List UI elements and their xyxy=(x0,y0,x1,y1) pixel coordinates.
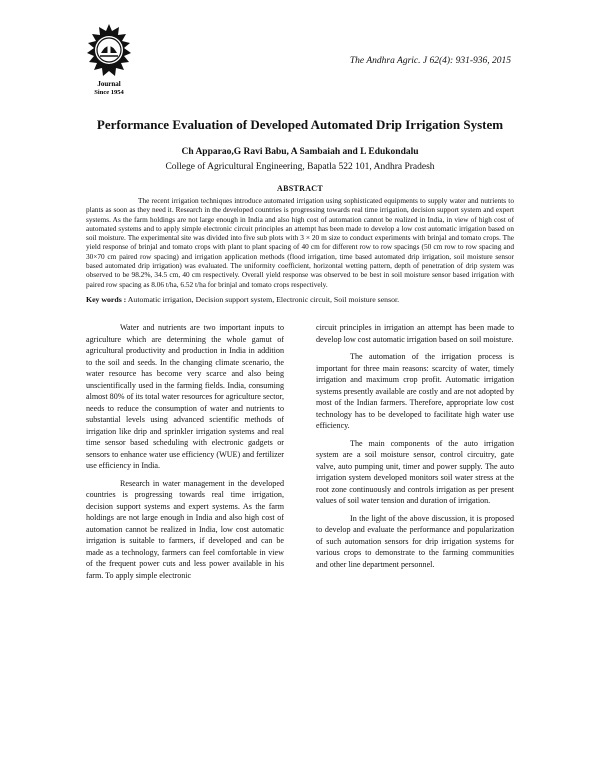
keywords xyxy=(86,295,514,304)
body-paragraph: The automation of the irrigation process is important for three main reasons: scarcity of water, timely irrigation and maximum crop profit. Automatic irrigation systems presently available are costly and are not adopted by most of the Indian farmers. Therefore, appropriate low cost technology has to be developed to facilitate high water use efficiency. xyxy=(316,352,514,430)
body-paragraph-continued: circuit principles in irrigation an attempt has been made to develop low cost automatic irrigation based on soil moisture. xyxy=(316,323,514,344)
body-paragraph: Water and nutrients are two important inputs to agriculture which are determining the whole gamut of agricultural productivity and production in India in addition to the soil and seeds. In the changing climate scenario, the water resource has become very scarce and also being unscientifically used in the farming fields. India, consuming almost 80% of its total water resources for agriculture sector, needs to reduce the consumption of water and nutrients to substantial levels using advanced scientific methods of irrigation like drip and sprinkler irrigation systems and real time sensor based scheduling with electronic gadgets or sensors to enhance water use efficiency (WUE) and fertilizer use efficiency in India. xyxy=(86,323,284,470)
abstract-heading: ABSTRACT xyxy=(277,184,323,193)
body-column-right xyxy=(316,322,514,576)
article-title: Performance Evaluation of Developed Automated Drip Irrigation System xyxy=(96,117,504,132)
keywords-text: Automatic irrigation, Decision support system, Electronic circuit, Soil moisture sensor. xyxy=(126,295,400,304)
keywords-label: Key words : xyxy=(86,295,127,304)
body-paragraph: The main components of the auto irrigation system are a soil moisture sensor, control circuitry, gate valve, auto pumping unit, timer and power supply. The auto irrigation system developed monitors soil water stress at the root zone continuously and controls irrigation as per present values of soil water tension and duration of irrigation. xyxy=(316,438,514,505)
logo-line1: Journal xyxy=(97,80,121,88)
logo-line2: Since 1954 xyxy=(94,89,124,96)
body-column-left xyxy=(86,322,284,587)
journal-logo xyxy=(82,22,136,100)
body-paragraph: Research in water management in the developed countries is progressing towards real time irrigation, decision support systems and expert systems. As the farm holdings are not large enough in India and also high cost of automation cannot be realized in India, low cost automatic irrigation is suitable to farmers, if developed and can be made as a technology, farmers can feel comfortable in view of the frequent power cuts and less power available in his farm. To apply simple electronic xyxy=(86,478,284,580)
author-affiliation: College of Agricultural Engineering, Bapatla 522 101, Andhra Pradesh xyxy=(165,162,435,172)
abstract-text: The recent irrigation techniques introduce automated irrigation using sophisticated equipments to supply water and nutrients to plants as soon as they need it. Research in the developed countries is progressing towards real time irrigation, decision support system and expert systems. As the farm holdings are not large enough in India and also high cost of automation cannot be realized in India, in view of high cost of automated systems and to apply simple electronic circuit principles an attempt has been made to develop a low cost automatic irrigation based on soil moisture. The experimental site was divided into five sub plots with 3 × 20 m size to conduct experiments with brinjal and tomato crops. The yield response of brinjal and tomato crops with plant to plant spacing of 40 cm for different row to row spacings (50 cm row to row spacing and 30×70 cm paired row spacing) and irrigation application methods (flood irrigation, time based automated drip irrigation, soil moisture sensor based automated drip irrigation) was evaluated. The uniformity coefficient, horizontal wetting pattern, depth of penetration of drip system was observed to be 98.2%, 34.5 cm, 40 cm respectively. Overall yield response was observed to be best in soil moisture sensor based irrigation with paired row spacing as 8.06 t/ha, 6.52 t/ha for brinjal and tomato crops respectively. xyxy=(86,196,514,289)
body-paragraph: In the light of the above discussion, it is proposed to develop and evaluate the performance and popularization of such automation sensors for drip irrigation systems for various crops to demonstrate to the farming communities and other line department personnel. xyxy=(316,513,514,569)
article-authors: Ch Apparao,G Ravi Babu, A Sambaiah and L Edukondalu xyxy=(181,147,419,157)
journal-citation: The Andhra Agric. J 62(4): 931-936, 2015 xyxy=(349,56,511,66)
